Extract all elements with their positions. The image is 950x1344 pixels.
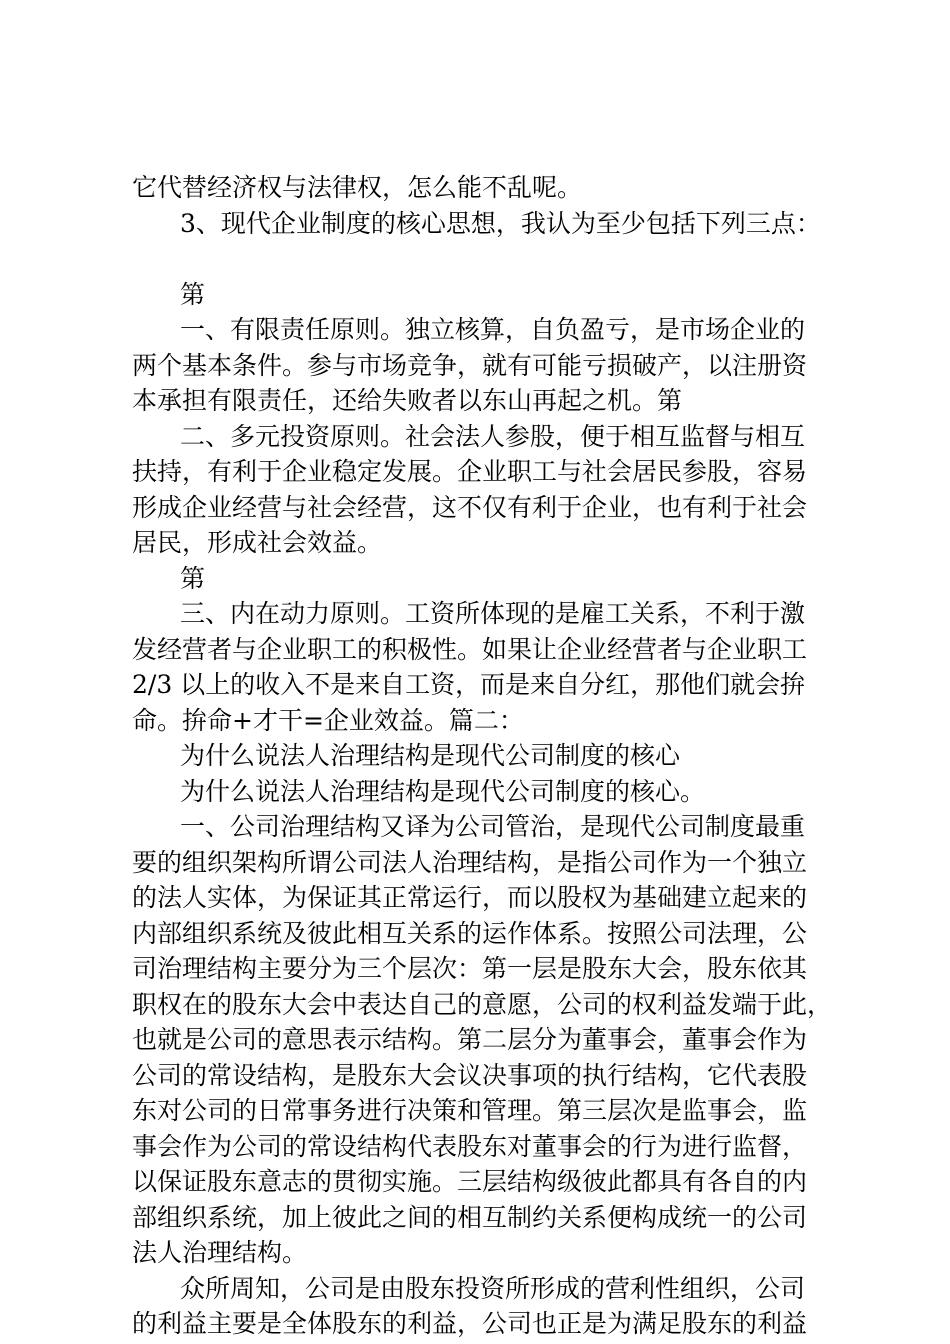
text-line: 为什么说法人治理结构是现代公司制度的核心。: [180, 776, 706, 806]
text-line: 命。拚命+才干=企业效益。篇二：: [132, 705, 524, 735]
text-line: 一、有限责任原则。独立核算，自负盈亏，是市场企业的: [180, 315, 806, 344]
text-line: 形成企业经营与社会经营，这不仅有利于企业，也有利于社会: [132, 492, 808, 522]
text-line: 的利益主要是全体股东的利益，公司也正是为满足股东的利益: [132, 1309, 808, 1338]
text-line: 东对公司的日常事务进行决策和管理。第三层次是监事会，监: [132, 1096, 808, 1125]
text-line: 三、内在动力原则。工资所体现的是雇工关系，不利于激: [180, 599, 806, 628]
text-line: 的法人实体，为保证其正常运行，而以股权为基础建立起来的: [132, 883, 808, 912]
text-line: 众所周知，公司是由股东投资所形成的营利性组织，公司: [180, 1273, 806, 1303]
text-line: 二、多元投资原则。社会法人参股，便于相互监督与相互: [180, 421, 806, 451]
document-body: [132, 170, 832, 1342]
text-line: 2/3 以上的收入不是来自工资，而是来自分红，那他们就会拚: [132, 670, 806, 699]
text-line: 居民，形成社会效益。: [132, 528, 383, 557]
text-line: 它代替经济权与法律权，怎么能不乱呢。: [132, 173, 583, 202]
text-line: 部组织系统，加上彼此之间的相互制约关系便构成统一的公司: [132, 1202, 808, 1232]
text-line: 内部组织系统及彼此相互关系的运作体系。按照公司法理，公: [132, 918, 808, 948]
text-line: 第: [180, 563, 206, 593]
text-line: 两个基本条件。参与市场竞争，就有可能亏损破产，以注册资: [132, 350, 808, 380]
text-line: 第: [180, 279, 206, 309]
text-line: 为什么说法人治理结构是现代公司制度的核心: [180, 741, 681, 770]
text-line: 3、现代企业制度的核心思想，我认为至少包括下列三点：: [180, 208, 821, 238]
text-line: 发经营者与企业职工的积极性。如果让企业经营者与企业职工: [132, 634, 808, 664]
text-line: 以保证股东意志的贯彻实施。三层结构级彼此都具有各自的内: [132, 1167, 808, 1196]
text-line: 事会作为公司的常设结构代表股东对董事会的行为进行监督，: [132, 1131, 808, 1161]
text-line: 要的组织架构所谓公司法人治理结构，是指公司作为一个独立: [132, 847, 808, 877]
text-line: 扶持，有利于企业稳定发展。企业职工与社会居民参股，容易: [132, 457, 808, 486]
text-line: 一、公司治理结构又译为公司管治，是现代公司制度最重: [180, 812, 806, 841]
text-line: 也就是公司的意思表示结构。第二层分为董事会，董事会作为: [132, 1025, 808, 1054]
text-line: 法人治理结构。: [132, 1238, 308, 1267]
text-line: 公司的常设结构，是股东大会议决事项的执行结构，它代表股: [132, 1060, 808, 1090]
blank-line: [132, 241, 832, 277]
text-line: 职权在的股东大会中表达自己的意愿，公司的权利益发端于此，: [132, 989, 833, 1019]
text-line: 司治理结构主要分为三个层次：第一层是股东大会，股东依其: [132, 954, 808, 983]
text-line: 本承担有限责任，还给失败者以东山再起之机。第: [132, 386, 683, 415]
